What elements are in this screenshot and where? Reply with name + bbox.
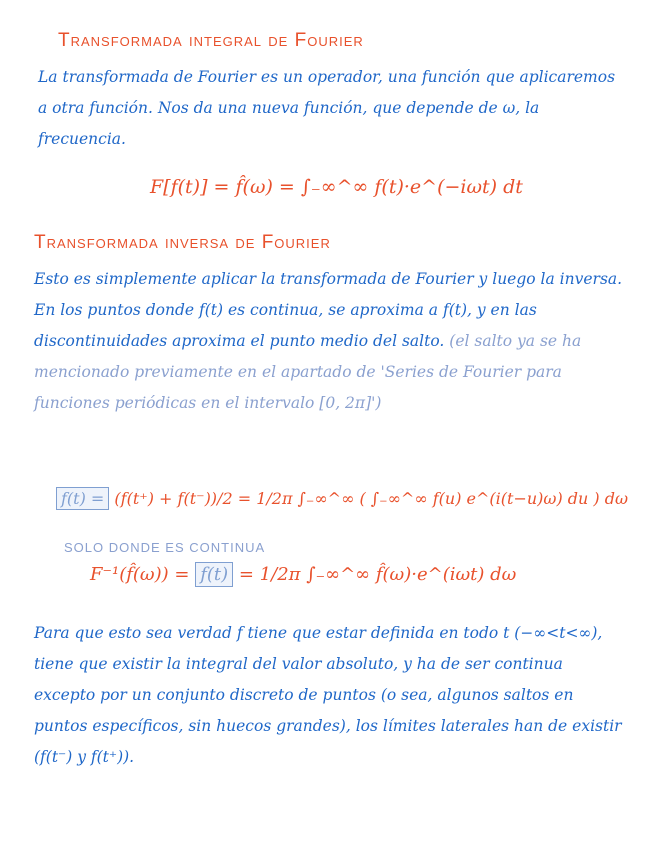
intro-paragraph: La transformada de Fourier es un operador, una función que aplicaremos a otra función. Nos da una nueva función, que depende de ω, la frecuencia. bbox=[38, 68, 616, 148]
continuity-note: SOLO DONDE ES CONTINUA bbox=[64, 540, 266, 555]
boxed-f-of-t-2: f(t) bbox=[195, 562, 233, 587]
conditions-paragraph: Para que esto sea verdad f tiene que estar definida en todo t (−∞<t<∞), tiene que existir la integral del valor absoluto, y ha de ser continua excepto por un conjunto discreto de puntos (o sea, algunos saltos en puntos específicos, sin huecos grandes), los límites laterales han de existir (f(t⁻) y f(t⁺)). bbox=[34, 624, 622, 766]
section-title-inverse-transform: Transformada inversa de Fourier bbox=[34, 232, 331, 253]
inverse-formula-midpoint bbox=[56, 487, 628, 510]
boxed-f-of-t: f(t) = bbox=[56, 487, 109, 510]
inverse-paragraph-aside: (el salto ya se ha mencionado previamente en el apartado de 'Series de Fourier para funciones periódicas en el intervalo [0, 2π]') bbox=[34, 332, 582, 412]
inverse-paragraph bbox=[34, 264, 624, 419]
fourier-transform-formula: F[f(t)] = f̂(ω) = ∫₋∞^∞ f(t)·e^(−iωt) dt bbox=[150, 176, 523, 198]
inverse-lhs: F⁻¹(f̂(ω)) = bbox=[90, 564, 190, 585]
inverse-paragraph-main: Esto es simplemente aplicar la transformada de Fourier y luego la inversa. En los puntos donde f(t) es continua, se aproxima a f(t), y en las discontinuidades aproxima el punto medio del salto. bbox=[34, 270, 623, 350]
inverse-transform-formula bbox=[90, 562, 516, 587]
section-title-fourier-transform: Transformada integral de Fourier bbox=[58, 30, 364, 51]
midpoint-expression: (f(t⁺) + f(t⁻))/2 = 1/2π ∫₋∞^∞ ( ∫₋∞^∞ f(u) e^(i(t−u)ω) du ) dω bbox=[114, 489, 629, 508]
inverse-rhs: = 1/2π ∫₋∞^∞ f̂(ω)·e^(iωt) dω bbox=[238, 564, 517, 585]
